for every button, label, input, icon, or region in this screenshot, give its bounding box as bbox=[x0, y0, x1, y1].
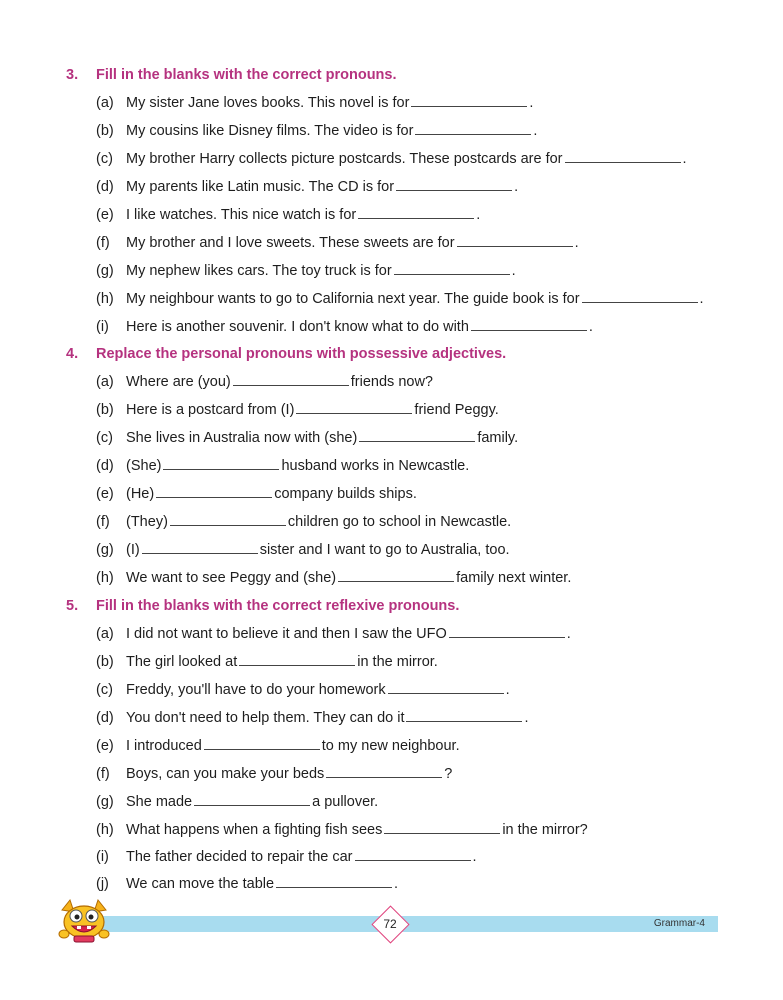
item-text-before: The girl looked at bbox=[126, 654, 238, 670]
item-text-after: husband works in Newcastle. bbox=[281, 458, 470, 474]
answer-blank[interactable] bbox=[156, 484, 272, 498]
item-text-before: I introduced bbox=[126, 738, 202, 754]
item-label: (a) bbox=[96, 626, 114, 642]
item-text-before: Boys, can you make your beds bbox=[126, 766, 325, 782]
answer-blank[interactable] bbox=[565, 149, 681, 163]
item-text-after: . bbox=[524, 710, 529, 726]
answer-blank[interactable] bbox=[326, 764, 442, 778]
exercise-item bbox=[96, 148, 687, 170]
item-text-before: My parents like Latin music. The CD is for bbox=[126, 179, 395, 195]
item-text-before: We can move the table bbox=[126, 876, 275, 892]
item-label: (d) bbox=[96, 179, 114, 195]
exercise-item bbox=[96, 539, 510, 561]
answer-blank[interactable] bbox=[233, 372, 349, 386]
item-text-after: a pullover. bbox=[312, 794, 379, 810]
exercise-item bbox=[96, 176, 518, 198]
item-label: (h) bbox=[96, 570, 114, 586]
answer-blank[interactable] bbox=[194, 792, 310, 806]
section-title: Replace the personal pronouns with possessive adjectives. bbox=[96, 346, 507, 362]
section-3-heading bbox=[66, 64, 397, 86]
item-text-before: My brother Harry collects picture postcards. These postcards are for bbox=[126, 151, 563, 167]
item-text-before: Here is another souvenir. I don't know what to do with bbox=[126, 319, 469, 335]
item-text-before: (She) bbox=[126, 458, 162, 474]
answer-blank[interactable] bbox=[338, 568, 454, 582]
exercise-item bbox=[96, 92, 533, 114]
item-label: (j) bbox=[96, 876, 109, 892]
item-label: (g) bbox=[96, 263, 114, 279]
answer-blank[interactable] bbox=[384, 820, 500, 834]
item-text-after: company builds ships. bbox=[274, 486, 417, 502]
item-label: (e) bbox=[96, 738, 114, 754]
item-text-before: She lives in Australia now with (she) bbox=[126, 430, 358, 446]
item-text-after: sister and I want to go to Australia, too. bbox=[259, 542, 510, 558]
answer-blank[interactable] bbox=[163, 456, 279, 470]
section-number: 5. bbox=[66, 598, 79, 614]
answer-blank[interactable] bbox=[471, 317, 587, 331]
item-label: (f) bbox=[96, 514, 110, 530]
section-4-heading bbox=[66, 343, 506, 365]
item-text-before: The father decided to repair the car bbox=[126, 849, 353, 865]
exercise-item bbox=[96, 399, 499, 421]
exercise-item bbox=[96, 791, 378, 813]
item-label: (c) bbox=[96, 430, 113, 446]
exercise-item bbox=[96, 707, 529, 729]
item-label: (f) bbox=[96, 766, 110, 782]
answer-blank[interactable] bbox=[449, 624, 565, 638]
item-label: (d) bbox=[96, 710, 114, 726]
item-text-after: in the mirror. bbox=[357, 654, 438, 670]
item-text-after: . bbox=[566, 626, 571, 642]
item-text-after: family. bbox=[477, 430, 519, 446]
answer-blank[interactable] bbox=[296, 400, 412, 414]
exercise-item bbox=[96, 120, 537, 142]
answer-blank[interactable] bbox=[359, 428, 475, 442]
item-text-after: . bbox=[394, 876, 399, 892]
item-text-after: in the mirror? bbox=[502, 822, 588, 838]
item-text-before: You don't need to help them. They can do it bbox=[126, 710, 405, 726]
item-label: (b) bbox=[96, 402, 114, 418]
section-number: 4. bbox=[66, 346, 79, 362]
exercise-item bbox=[96, 623, 571, 645]
item-text-before: I did not want to believe it and then I saw the UFO bbox=[126, 626, 447, 642]
item-text-before: Where are (you) bbox=[126, 374, 231, 390]
exercise-item bbox=[96, 846, 477, 868]
item-text-before: (He) bbox=[126, 486, 155, 502]
item-text-after: . bbox=[511, 263, 516, 279]
exercise-item bbox=[96, 763, 452, 785]
footer-book-title: Grammar-4 bbox=[653, 918, 705, 929]
answer-blank[interactable] bbox=[239, 652, 355, 666]
item-text-before: What happens when a fighting fish sees bbox=[126, 822, 383, 838]
item-text-after: . bbox=[514, 179, 519, 195]
item-label: (e) bbox=[96, 207, 114, 223]
answer-blank[interactable] bbox=[396, 177, 512, 191]
exercise-item bbox=[96, 316, 593, 338]
item-label: (b) bbox=[96, 123, 114, 139]
item-label: (d) bbox=[96, 458, 114, 474]
exercise-item bbox=[96, 371, 433, 393]
item-text-before: We want to see Peggy and (she) bbox=[126, 570, 337, 586]
item-text-before: (I) bbox=[126, 542, 140, 558]
answer-blank[interactable] bbox=[355, 847, 471, 861]
item-text-before: Freddy, you'll have to do your homework bbox=[126, 682, 386, 698]
section-title: Fill in the blanks with the correct reflexive pronouns. bbox=[96, 598, 460, 614]
section-5-heading bbox=[66, 595, 459, 617]
answer-blank[interactable] bbox=[411, 93, 527, 107]
item-text-before: Here is a postcard from (I) bbox=[126, 402, 295, 418]
item-label: (g) bbox=[96, 542, 114, 558]
section-title: Fill in the blanks with the correct pronouns. bbox=[96, 67, 397, 83]
item-label: (i) bbox=[96, 319, 109, 335]
answer-blank[interactable] bbox=[394, 261, 510, 275]
item-text-after: . bbox=[472, 849, 477, 865]
answer-blank[interactable] bbox=[276, 874, 392, 888]
item-text-after: friends now? bbox=[350, 374, 433, 390]
exercise-item bbox=[96, 567, 571, 589]
exercise-item bbox=[96, 204, 480, 226]
exercise-item bbox=[96, 232, 579, 254]
item-text-before: I like watches. This nice watch is for bbox=[126, 207, 357, 223]
section-number: 3. bbox=[66, 67, 79, 83]
item-label: (f) bbox=[96, 235, 110, 251]
item-text-before: She made bbox=[126, 794, 193, 810]
item-text-after: ? bbox=[444, 766, 453, 782]
exercise-item bbox=[96, 288, 704, 310]
item-label: (h) bbox=[96, 822, 114, 838]
item-label: (i) bbox=[96, 849, 109, 865]
answer-blank[interactable] bbox=[142, 540, 258, 554]
item-text-after: . bbox=[699, 291, 704, 307]
item-label: (e) bbox=[96, 486, 114, 502]
answer-blank[interactable] bbox=[204, 736, 320, 750]
item-text-after: . bbox=[533, 123, 538, 139]
item-label: (c) bbox=[96, 151, 113, 167]
item-text-after: . bbox=[574, 235, 579, 251]
exercise-item bbox=[96, 735, 460, 757]
page-number-badge bbox=[372, 906, 408, 942]
item-text-before: My brother and I love sweets. These sweets are for bbox=[126, 235, 455, 251]
exercise-item bbox=[96, 651, 438, 673]
item-text-after: . bbox=[682, 151, 687, 167]
item-label: (g) bbox=[96, 794, 114, 810]
item-text-after: . bbox=[588, 319, 593, 335]
exercise-item bbox=[96, 511, 511, 533]
item-text-after: family next winter. bbox=[456, 570, 572, 586]
answer-blank[interactable] bbox=[170, 512, 286, 526]
item-text-after: . bbox=[476, 207, 481, 223]
exercise-item bbox=[96, 260, 516, 282]
item-label: (b) bbox=[96, 654, 114, 670]
exercise-item bbox=[96, 679, 510, 701]
item-text-before: My neighbour wants to go to California next year. The guide book is for bbox=[126, 291, 580, 307]
item-text-after: to my new neighbour. bbox=[321, 738, 460, 754]
answer-blank[interactable] bbox=[388, 680, 504, 694]
item-text-after: friend Peggy. bbox=[414, 402, 499, 418]
exercise-item bbox=[96, 819, 588, 841]
item-text-before: My cousins like Disney films. The video is for bbox=[126, 123, 414, 139]
page-number: 72 bbox=[383, 917, 397, 931]
exercise-item bbox=[96, 873, 398, 895]
item-text-after: . bbox=[529, 95, 534, 111]
item-text-before: (They) bbox=[126, 514, 168, 530]
answer-blank[interactable] bbox=[582, 289, 698, 303]
answer-blank[interactable] bbox=[358, 205, 474, 219]
exercise-item bbox=[96, 455, 469, 477]
item-label: (a) bbox=[96, 374, 114, 390]
answer-blank[interactable] bbox=[415, 121, 531, 135]
item-text-after: children go to school in Newcastle. bbox=[287, 514, 512, 530]
item-label: (a) bbox=[96, 95, 114, 111]
item-label: (c) bbox=[96, 682, 113, 698]
item-text-before: My sister Jane loves books. This novel is for bbox=[126, 95, 410, 111]
item-label: (h) bbox=[96, 291, 114, 307]
exercise-item bbox=[96, 483, 417, 505]
exercise-item bbox=[96, 427, 518, 449]
cartoon-mascot-icon bbox=[56, 896, 112, 944]
item-text-before: My nephew likes cars. The toy truck is for bbox=[126, 263, 392, 279]
answer-blank[interactable] bbox=[457, 233, 573, 247]
item-text-after: . bbox=[505, 682, 510, 698]
answer-blank[interactable] bbox=[406, 708, 522, 722]
